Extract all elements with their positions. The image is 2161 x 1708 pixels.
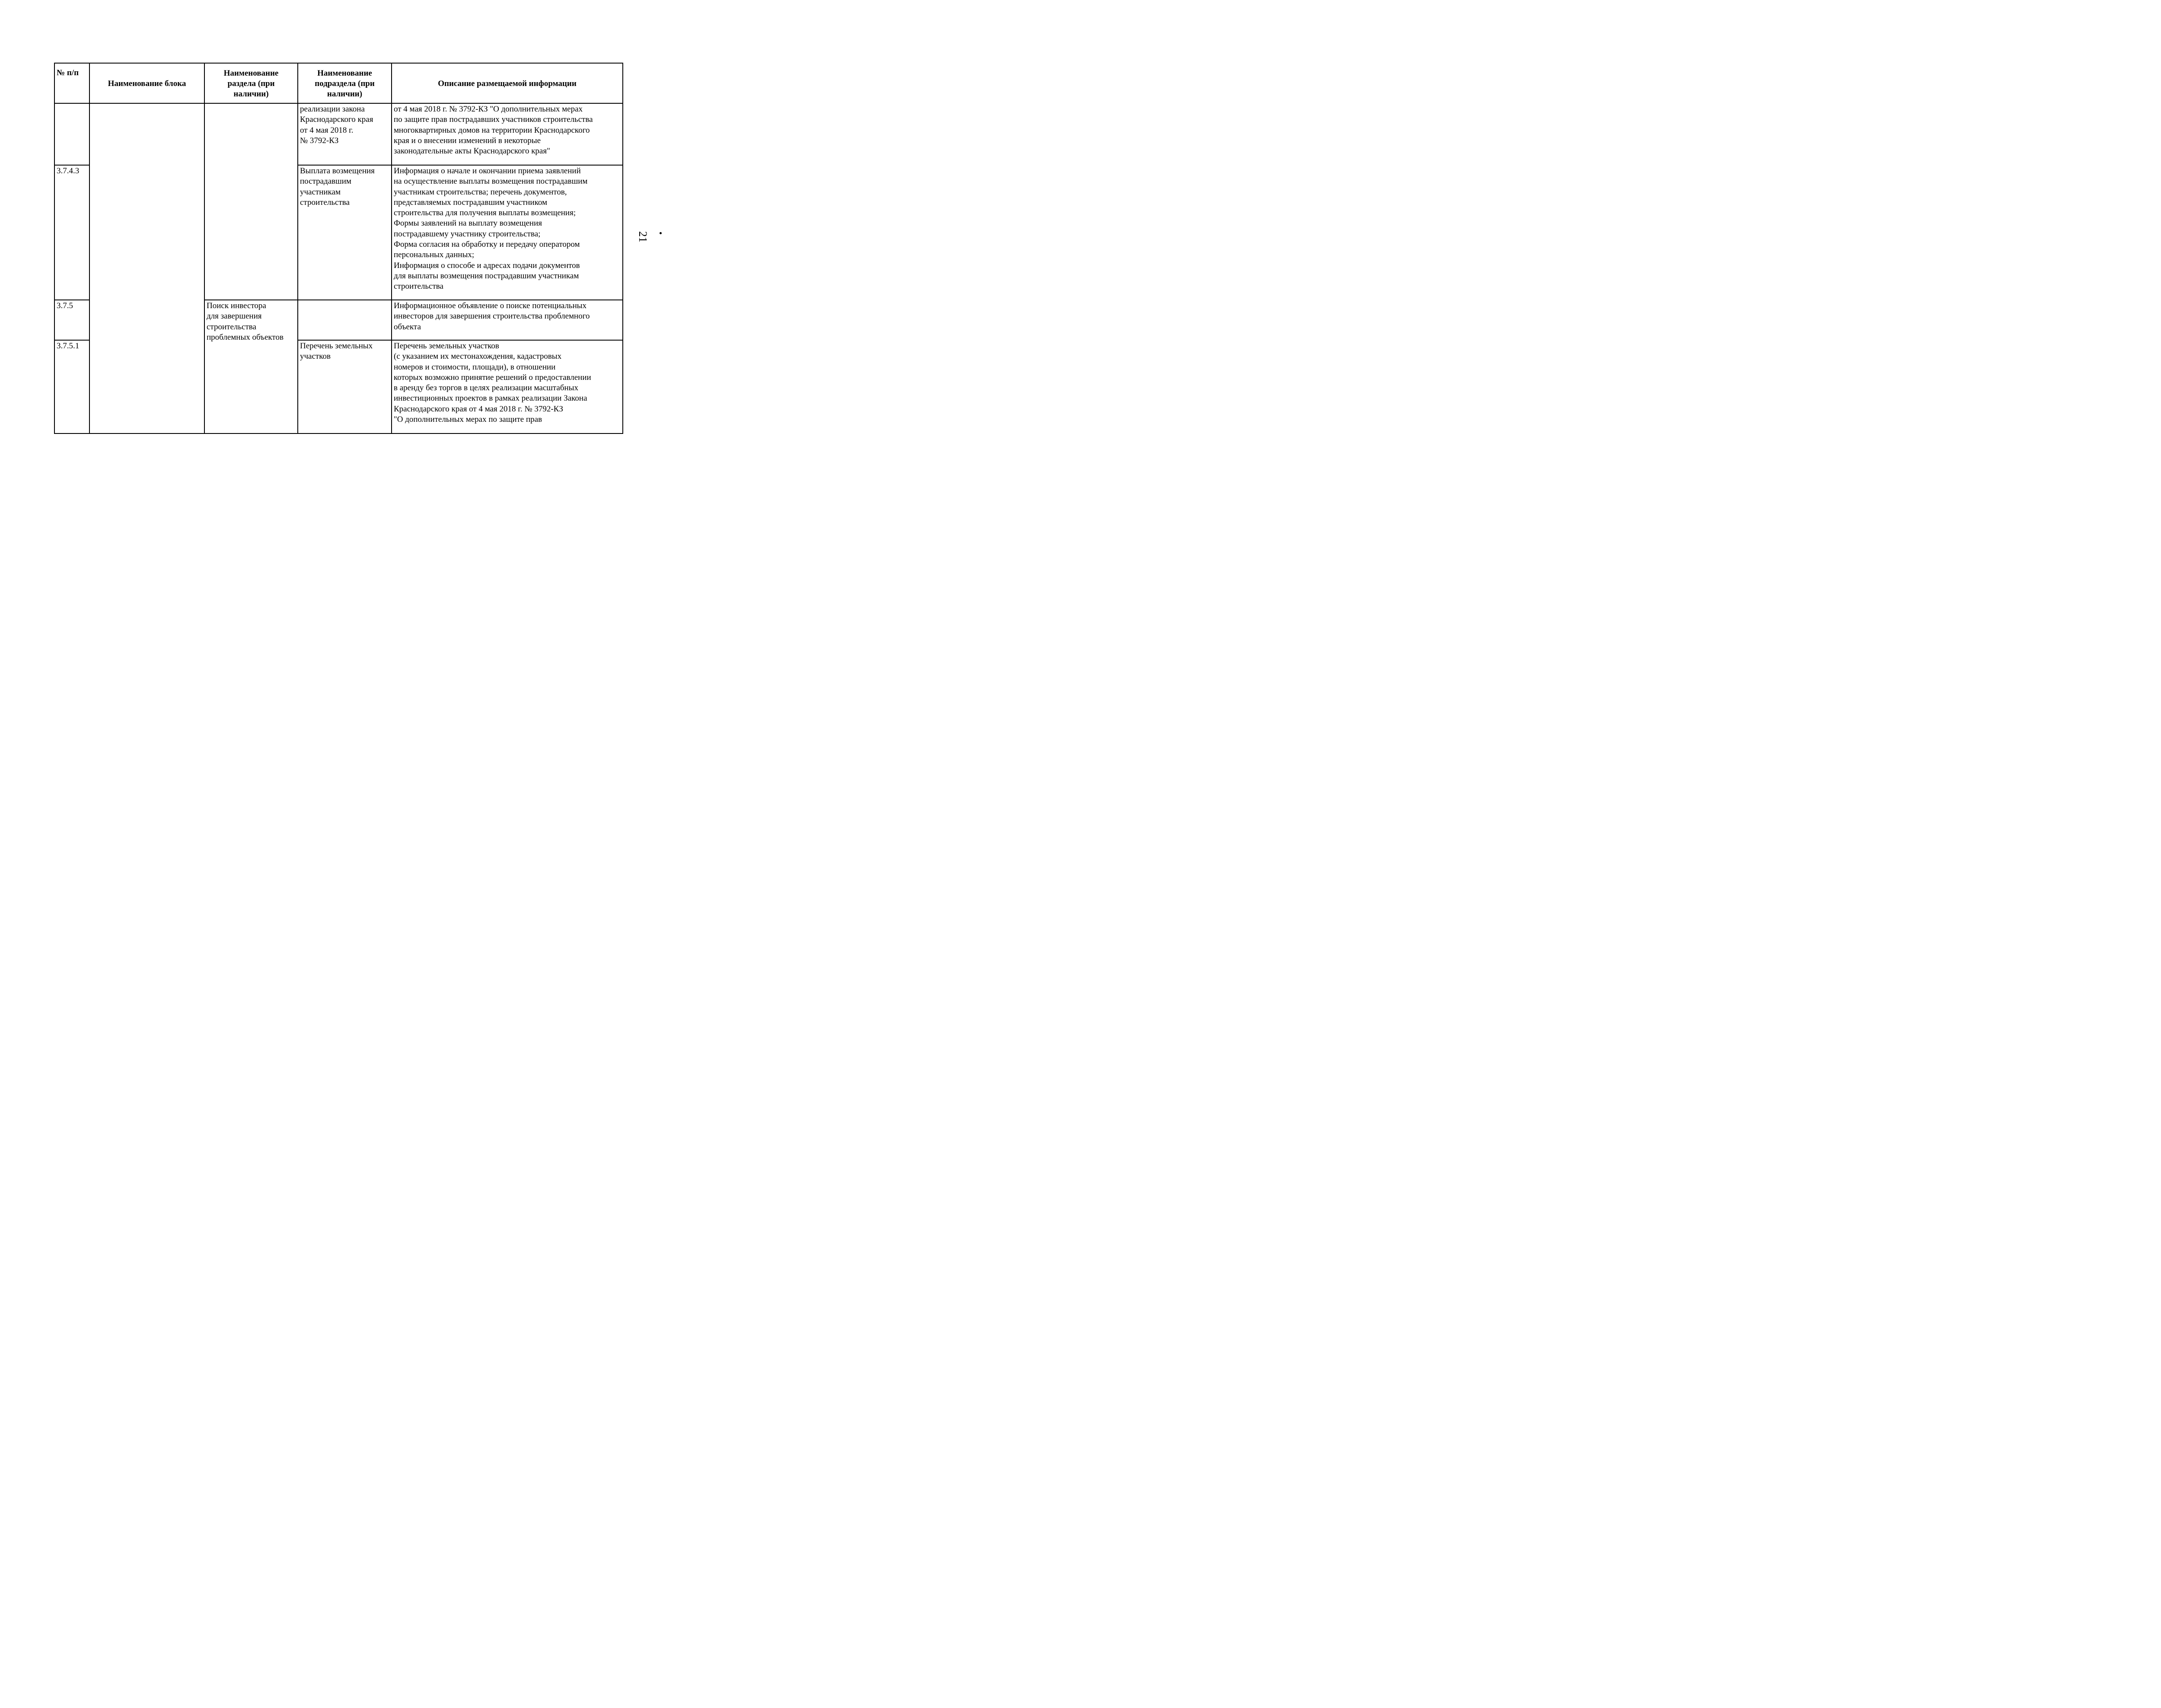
description-cell: Информационное объявление о поиске потенциальных инвесторов для завершения строительства проблемного объекта [392,300,623,340]
row-num: 3.7.4.3 [54,165,89,300]
subsection-cell: Выплата возмещения пострадавшим участникам строительства [298,165,392,300]
header-section: Наименование раздела (при наличии) [204,63,298,103]
page-number-text: 21 [637,231,649,242]
header-subsection: Наименование подраздела (при наличии) [298,63,392,103]
document-table [54,63,623,434]
row-num: 3.7.5 [54,300,89,340]
subsection-cell [298,300,392,340]
subsection-cell: реализации закона Краснодарского края от 4 мая 2018 г. № 3792-КЗ [298,103,392,165]
section-cell [204,103,298,300]
subsection-cell: Перечень земельных участков [298,340,392,433]
header-block: Наименование блока [89,63,204,103]
row-num: 3.7.5.1 [54,340,89,433]
block-name-cell [89,103,204,433]
table-header-row [54,63,623,103]
scan-dot-mark [660,232,662,234]
description-cell: Информация о начале и окончании приема заявлений на осуществление выплаты возмещения пострадавшим участникам строительства; перечень документов, представляемых пострадавшим участником строительства для получения выплаты возмещения; Формы заявлений на выплату возмещения пострадавшему участнику строительства; Форма согласия на обработку и передачу оператором персональных данных; Информация о способе и адресах подачи документов для выплаты возмещения пострадавшим участникам строительства [392,165,623,300]
header-description: Описание размещаемой информации [392,63,623,103]
description-cell: от 4 мая 2018 г. № 3792-КЗ "О дополнительных мерах по защите прав пострадавших участников строительства многоквартирных домов на территории Краснодарского края и о внесении изменений в некоторые законодательные акты Краснодарского края" [392,103,623,165]
section-cell: Поиск инвестора для завершения строительства проблемных объектов [204,300,298,433]
row-num [54,103,89,165]
page-number [636,230,649,248]
description-cell: Перечень земельных участков (с указанием их местонахождения, кадастровых номеров и стоимости, площади), в отношении которых возможно принятие решений о предоставлении в аренду без торгов в целях реализации масштабных инвестиционных проектов в рамках реализации Закона Краснодарского края от 4 мая 2018 г. № 3792-КЗ "О дополнительных мерах по защите прав [392,340,623,433]
header-num: № п/п [54,63,89,103]
table-row [54,103,623,165]
